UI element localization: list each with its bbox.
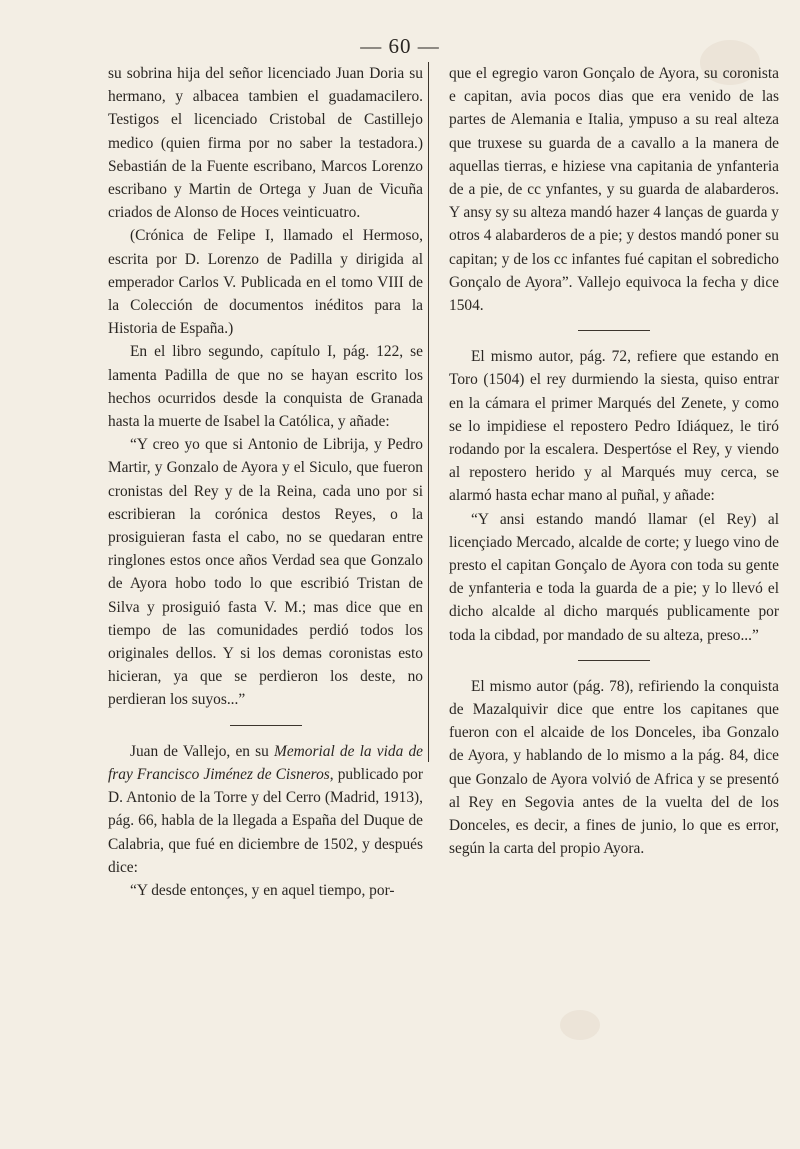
- paragraph-text: , publicado por D. Antonio de la Torre y del Cerro (Madrid, 1913), pág. 66, habla de la llegada a España del Duque de Calabria, que fué en diciembre de 1502, y después dice:: [108, 765, 423, 876]
- paragraph: su sobrina hija del señor licenciado Juan Doria su hermano, y albacea tambien el guadamacilero. Testigos el licenciado Cristobal de Castillejo medico (quien firma por no saber la testadora.) Sebastián de la Fuente escribano, Marcos Lorenzo escribano y Martin de Ortega y Juan de Vicuña criados de Alonso de Hoces veinticuatro.: [108, 65, 423, 222]
- quote-paragraph: que el egregio varon Gonçalo de Ayora, su coronista e capitan, avia pocos dias que era venido de las partes de Alemania e Italia, ympuso a su real alteza que truxese su guarda de a cavallo a la manera de aquellas tierras, e hiziese vna capitania de ynfanteria de a pie, de cc ynfantes, y su guarda de alabarderos. Y ansy sy su alteza mandó hazer 4 lanças de guarda y otros 4 alabarderos de a pie; y destos mandó poner su capitan; y de los cc infantes fué capitan el sobredicho Gonçalo de Ayora”. Vallejo equivoca la fecha y dice 1504.: [449, 65, 779, 315]
- paragraph: El mismo autor, pág. 72, refiere que estando en Toro (1504) el rey durmiendo la siesta, quiso entrar en la cámara el primer Marqués del Zenete, y como se lo impidiese el repostero Pedro Idiáquez, le tiró rodando por la escalera. Despertóse el Rey, y viendo al repostero herido y al Marqués muy cerca, se alarmó hasta echar mano al puñal, y añade:: [449, 348, 779, 505]
- paragraph: (Crónica de Felipe I, llamado el Hermoso, escrita por D. Lorenzo de Padilla y dirigida al emperador Carlos V. Publicada en el tomo VIII de la Colección de documentos inéditos para la Historia de España.): [108, 227, 423, 338]
- left-column: [108, 62, 423, 902]
- right-column: [449, 62, 779, 861]
- paragraph: [108, 740, 423, 879]
- paper-stain: [560, 1010, 600, 1040]
- section-divider: [230, 725, 302, 726]
- quote-paragraph: “Y ansi estando mandó llamar (el Rey) al licençiado Mercado, alcalde de corte; y luego vino de presto el capitan Gonçalo de Ayora con toda su gente de ynfanteria e toda la guarda de a pie; y lo llevó el dicho alcalde al dicho marqués publicamente por toda la cibdad, por mandado de su alteza, preso...”: [449, 510, 779, 644]
- paragraph-text: Juan de Vallejo, en su: [130, 742, 275, 760]
- paragraph: En el libro segundo, capítulo I, pág. 122, se lamenta Padilla de que no se hayan escrito los hechos ocurridos desde la conquista de Granada hasta la muerte de Isabel la Católica, y añade:: [108, 343, 423, 431]
- section-divider: [578, 660, 650, 661]
- column-divider: [428, 62, 429, 762]
- page-number: — 60 —: [360, 34, 440, 58]
- quote-paragraph: “Y desde entonçes, y en aquel tiempo, por-: [130, 881, 395, 899]
- section-divider: [578, 330, 650, 331]
- quote-paragraph: “Y creo yo que si Antonio de Librija, y Pedro Martir, y Gonzalo de Ayora y el Siculo, que fueron cronistas del Rey y de la Reina, cada uno por si escribieran la corónica destos Reyes, o la prosiguieran fasta el cabo, no se quedaran entre ringlones estos once años Verdad sea que Gonzalo de Ayora hobo todo lo que escribió Tristan de Silva y prosiguió fasta V. M.; mas dice que en tiempo de las comunidades perdió todos los originales dellos. Y si los demas coronistas esto hicieran, ya que se perdieron los deste, no perdieran los suyos...”: [108, 436, 423, 709]
- book-title: Memorial de la vida de fray Francisco Jiménez de Cisneros: [108, 742, 423, 783]
- paragraph: El mismo autor (pág. 78), refiriendo la conquista de Mazalquivir dice que entre los capitanes que fueron con el alcaide de los Donceles, iba Gonzalo de Ayora, y hablando de lo mismo a la pág. 84, dice que Gonzalo de Ayora volvió de Africa y se presentó al Rey en Segovia antes de la vuelta del de los Donceles, es decir, a fines de junio, lo que es error, según la carta del propio Ayora.: [449, 677, 779, 858]
